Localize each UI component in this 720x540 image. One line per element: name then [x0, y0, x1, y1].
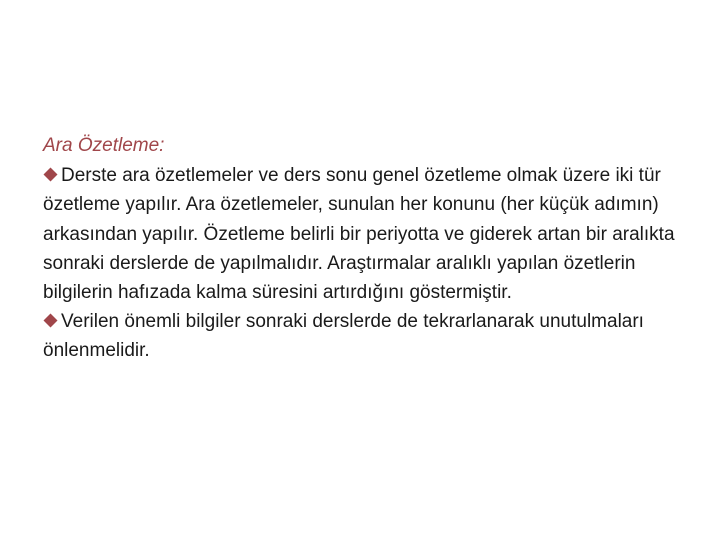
paragraph-2 — [43, 307, 683, 365]
slide-content — [43, 131, 683, 366]
diamond-bullet-icon — [43, 167, 58, 182]
diamond-bullet-icon — [43, 313, 58, 328]
paragraph-1-text: Derste ara özetlemeler ve ders sonu genel özetleme olmak üzere iki tür özetleme yapılır. Ara özetlemeler, sunulan her konunu (her küçük adımın) arkasından yapılır. Özetleme belirli bir periyotta ve giderek artan bir aralıkta sonraki derslerde de yapılmalıdır. Araştırmalar aralıklı yapılan özetlerin bilgilerin hafızada kalma süresini artırdığını göstermiştir. — [43, 165, 675, 304]
paragraph-1 — [43, 161, 683, 307]
slide-heading: Ara Özetleme: — [43, 135, 165, 156]
paragraph-2-text: Verilen önemli bilgiler sonraki derslerde de tekrarlanarak unutulmaları önlenmelidir. — [43, 311, 644, 362]
